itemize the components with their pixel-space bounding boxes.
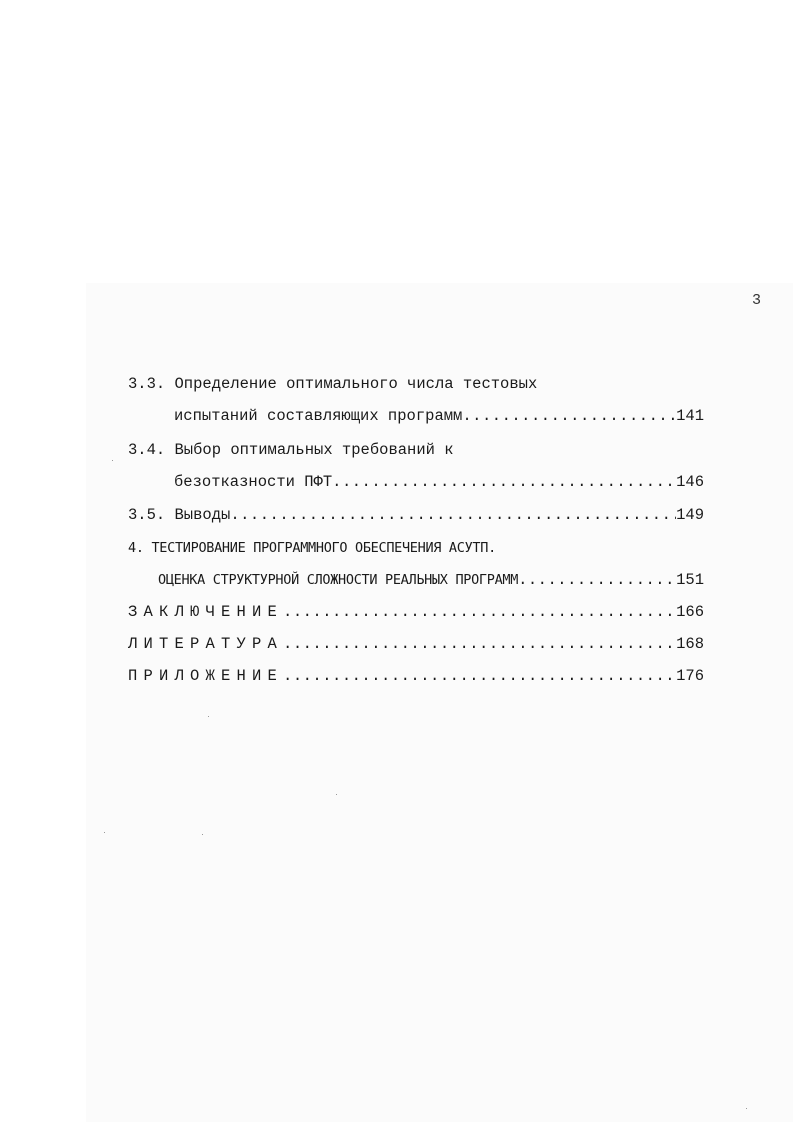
toc-entry-text: 4. ТЕСТИРОВАНИЕ ПРОГРАММНОГО ОБЕСПЕЧЕНИЯ АСУТП. bbox=[128, 540, 496, 556]
toc-entry-3-5[interactable] bbox=[128, 503, 704, 527]
scan-speck bbox=[208, 716, 209, 717]
toc-entry-text: ОЦЕНКА СТРУКТУРНОЙ СЛОЖНОСТИ РЕАЛЬНЫХ ПРОГРАММ bbox=[158, 572, 519, 588]
toc-entry-text: 3.3. Определение оптимального числа тестовых bbox=[128, 375, 538, 393]
toc-page-number: 168 bbox=[676, 635, 704, 653]
toc-entry-3-4-title bbox=[128, 438, 454, 462]
toc-leader-dots bbox=[283, 632, 676, 656]
toc-entry-3-3[interactable] bbox=[174, 404, 704, 428]
toc-entry-text: ЛИТЕРАТУРА bbox=[128, 635, 284, 653]
toc-entry-3-3-title bbox=[128, 372, 537, 396]
toc-leader-dots bbox=[283, 600, 676, 624]
page-number: 3 bbox=[752, 292, 762, 309]
toc-entry-conclusion[interactable] bbox=[128, 600, 704, 624]
toc-entry-text: испытаний составляющих программ bbox=[174, 407, 463, 425]
toc-entry-chapter-4[interactable] bbox=[158, 568, 704, 592]
toc-leader-dots bbox=[230, 503, 676, 527]
toc-page-number: 151 bbox=[676, 571, 704, 589]
toc-page-number: 146 bbox=[676, 473, 704, 491]
toc-page-number: 166 bbox=[676, 603, 704, 621]
toc-entry-text: 3.5. Выводы bbox=[128, 506, 231, 524]
scan-speck bbox=[746, 1108, 747, 1109]
toc-entry-chapter-4-title bbox=[128, 536, 496, 560]
toc-leader-dots bbox=[462, 404, 676, 428]
toc-leader-dots bbox=[518, 568, 676, 592]
scan-speck bbox=[104, 832, 105, 833]
toc-page-number: 149 bbox=[676, 506, 704, 524]
toc-page-number: 176 bbox=[676, 667, 704, 685]
scan-speck bbox=[336, 794, 337, 795]
toc-entry-text: безотказности ПФТ bbox=[174, 473, 333, 491]
toc-entry-literature[interactable] bbox=[128, 632, 704, 656]
toc-entry-3-4[interactable] bbox=[174, 470, 704, 494]
scan-speck bbox=[202, 834, 203, 835]
toc-page-number: 141 bbox=[676, 407, 704, 425]
toc-leader-dots bbox=[332, 470, 676, 494]
toc-entry-text: 3.4. Выбор оптимальных требований к bbox=[128, 441, 454, 459]
toc-leader-dots bbox=[283, 664, 676, 688]
scan-speck bbox=[112, 460, 113, 461]
toc-entry-text: ЗАКЛЮЧЕНИЕ bbox=[128, 603, 284, 621]
toc-entry-text: ПРИЛОЖЕНИЕ bbox=[128, 667, 284, 685]
toc-entry-appendix[interactable] bbox=[128, 664, 704, 688]
